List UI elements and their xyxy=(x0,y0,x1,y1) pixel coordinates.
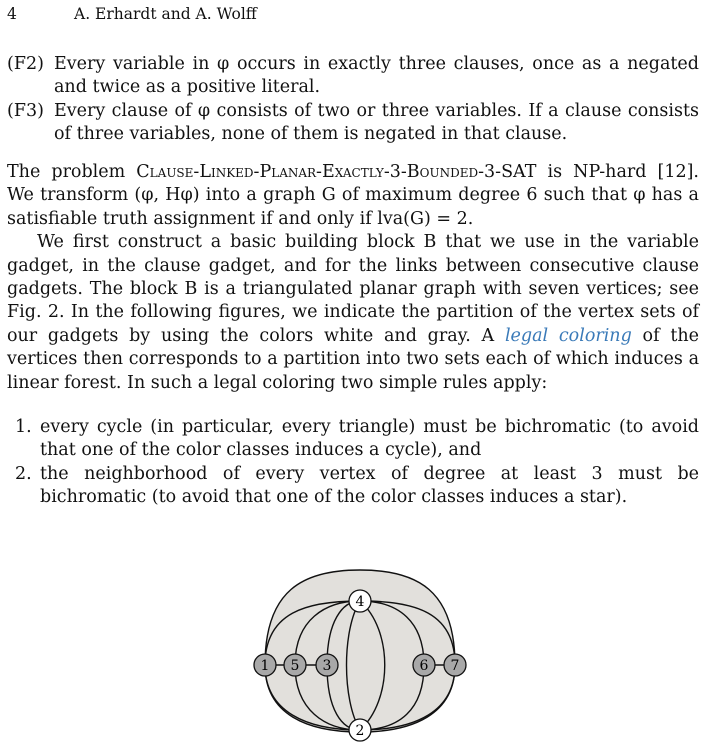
paragraph-text: is NP-hard [12]. We transform (φ, Hφ) into a graph G of maximum degree 6 such that φ has a satisfiable truth assignment if and only if lva(G) = 2. xyxy=(7,162,699,229)
rule-text: the neighborhood of every vertex of degree at least 3 must be bichromatic (to avoid that one of the color classes induces a star). xyxy=(40,463,699,508)
rule-label: 2. xyxy=(15,463,32,484)
vertex-label: 5 xyxy=(290,658,300,674)
running-head: A. Erhardt and A. Wolff xyxy=(74,5,257,23)
condition-f2 xyxy=(7,53,699,100)
vertex-label: 7 xyxy=(450,658,460,674)
legal-coloring-link[interactable]: legal coloring xyxy=(504,325,632,346)
vertex-3 xyxy=(316,654,338,676)
condition-label: (F3) xyxy=(7,100,44,121)
paragraph-text: of the vertices then corresponds to a partition into two sets each of which induces a linear forest. In such a legal coloring two simple rules apply: xyxy=(7,325,699,393)
conditions-list xyxy=(7,53,699,147)
vertex-label: 6 xyxy=(419,658,429,674)
vertex-7 xyxy=(444,654,466,676)
vertex-5 xyxy=(284,654,306,676)
figure-block-b xyxy=(247,565,477,750)
graph-diagram xyxy=(247,565,477,750)
body-text xyxy=(7,161,699,395)
vertex-label: 1 xyxy=(260,658,270,674)
rule-item xyxy=(7,463,699,510)
paragraph-text: We first construct a basic building block B that we use in the variable gadget, in the clause gadget, and for the links between consecutive clause gadgets. The block B is a triangulated planar graph with seven vertices; see Fig. 2. In the following figures, we indicate the partition of the vertex sets of our gadgets by using the colors white and gray. A xyxy=(7,232,699,346)
condition-label: (F2) xyxy=(7,54,44,74)
condition-text: Every clause of φ consists of two or three variables. If a clause consists of three variables, none of them is negated in that clause. xyxy=(54,100,699,145)
paragraph-text: The problem xyxy=(7,162,137,182)
paragraph-building-block xyxy=(7,231,699,395)
paragraph-problem xyxy=(7,161,699,231)
vertex-2 xyxy=(349,719,371,741)
page-number: 4 xyxy=(7,5,17,23)
vertex-label: 3 xyxy=(322,658,332,674)
vertex-4 xyxy=(349,590,371,612)
condition-f3 xyxy=(7,100,699,147)
rules-list xyxy=(7,416,699,510)
vertex-1 xyxy=(254,654,276,676)
vertex-label: 4 xyxy=(355,594,365,610)
rule-item xyxy=(7,416,699,463)
rule-text: every cycle (in particular, every triangle) must be bichromatic (to avoid that one of the color classes induces a cycle), and xyxy=(40,417,699,461)
problem-name: Clause-Linked-Planar-Exactly-3-Bounded-3-SAT xyxy=(136,162,537,182)
vertex-label: 2 xyxy=(355,723,365,739)
vertex-6 xyxy=(413,654,435,676)
paper-page xyxy=(7,0,699,750)
rule-label: 1. xyxy=(15,417,32,437)
condition-text: Every variable in φ occurs in exactly three clauses, once as a negated and twice as a positive literal. xyxy=(54,54,699,98)
